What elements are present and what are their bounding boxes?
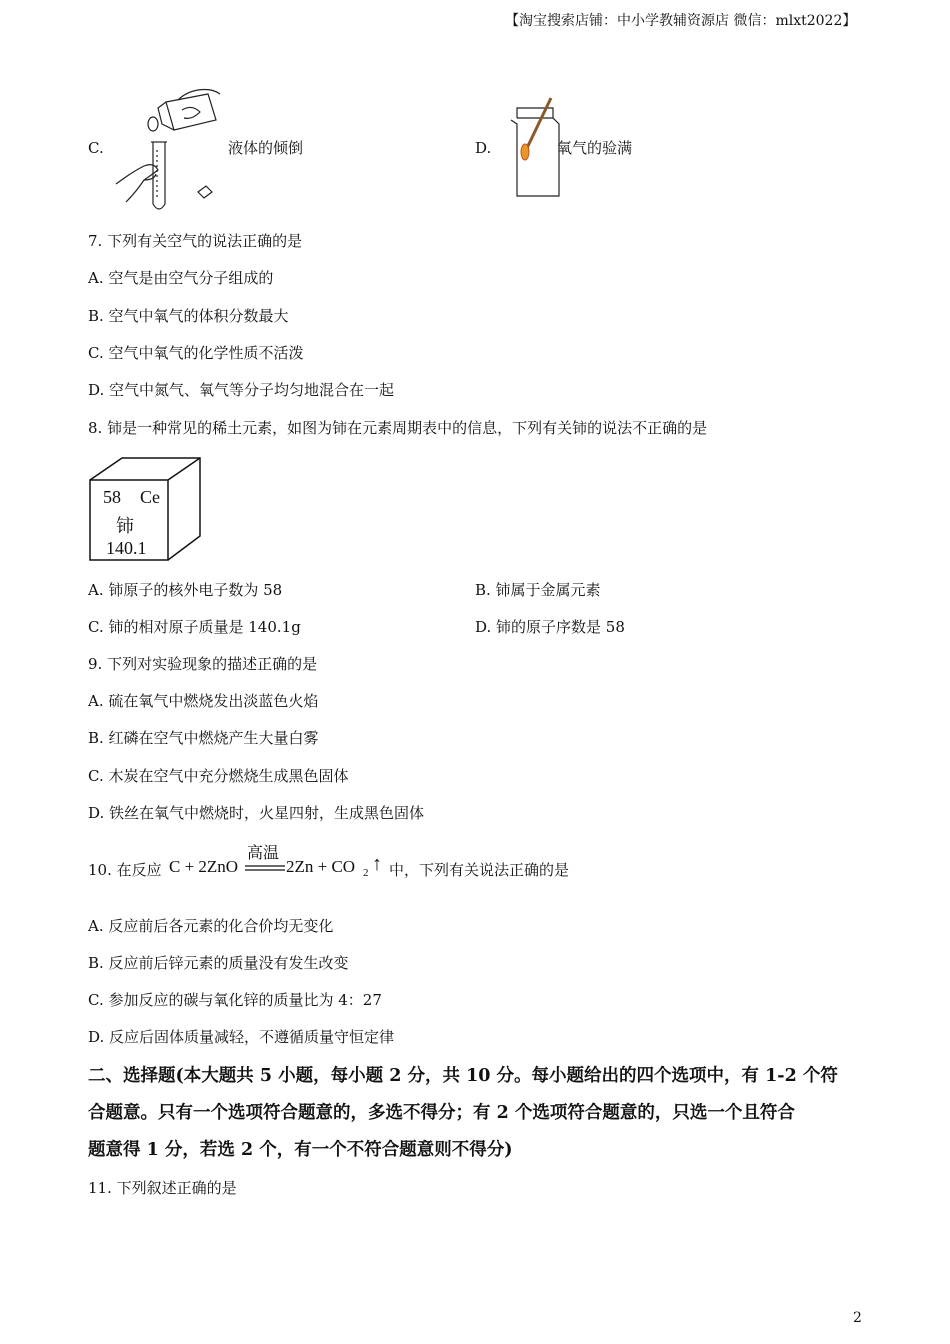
equation-products: 2Zn + CO xyxy=(286,857,356,876)
section2-heading-line3: 题意得 1 分，若选 2 个，有一个不符合题意则不得分) xyxy=(88,1140,513,1160)
element-atomic-number: 58 xyxy=(103,487,121,507)
q7-option-d: D. 空气中氮气、氧气等分子均匀地混合在一起 xyxy=(88,381,395,399)
q9-option-a: A. 硫在氧气中燃烧发出淡蓝色火焰 xyxy=(88,692,319,710)
q9-stem: 9. 下列对实验现象的描述正确的是 xyxy=(88,655,318,673)
q8-option-b: B. 铈属于金属元素 xyxy=(475,581,601,599)
element-name: 铈 xyxy=(116,516,134,536)
q7-option-c: C. 空气中氧气的化学性质不活泼 xyxy=(88,344,304,362)
q6-option-c-label: C. xyxy=(88,139,104,157)
q8-option-c: C. 铈的相对原子质量是 140.1g xyxy=(88,618,301,636)
q10-prefix: 10. 在反应 xyxy=(88,861,162,879)
element-symbol: Ce xyxy=(140,487,160,507)
q8-stem: 8. 铈是一种常见的稀土元素，如图为铈在元素周期表中的信息，下列有关铈的说法不正确的是 xyxy=(88,419,708,437)
q10-option-a: A. 反应前后各元素的化合价均无变化 xyxy=(88,917,334,935)
q7-stem: 7. 下列有关空气的说法正确的是 xyxy=(88,232,303,250)
q9-option-d: D. 铁丝在氧气中燃烧时，火星四射，生成黑色固体 xyxy=(88,804,425,822)
q10-option-c: C. 参加反应的碳与氧化锌的质量比为 4：27 xyxy=(88,991,382,1009)
q10-option-b: B. 反应前后锌元素的质量没有发生改变 xyxy=(88,954,349,972)
equation-subscript: 2 xyxy=(363,867,369,879)
q10-option-d: D. 反应后固体质量减轻，不遵循质量守恒定律 xyxy=(88,1028,395,1046)
equation-condition: 高温 xyxy=(247,845,280,862)
q6-option-c-caption: 液体的倾倒 xyxy=(228,139,304,157)
q8-option-a: A. 铈原子的核外电子数为 58 xyxy=(88,581,283,599)
liquid-pouring-illustration xyxy=(108,80,228,220)
q7-option-b: B. 空气中氧气的体积分数最大 xyxy=(88,307,289,325)
q8-option-d: D. 铈的原子序数是 58 xyxy=(475,618,625,636)
q10-suffix: 中，下列有关说法正确的是 xyxy=(389,861,570,879)
q9-option-b: B. 红磷在空气中燃烧产生大量白雾 xyxy=(88,729,319,747)
gas-arrow-icon: ↑ xyxy=(372,853,382,875)
q9-option-c: C. 木炭在空气中充分燃烧生成黑色固体 xyxy=(88,767,349,785)
section2-heading-line2: 合题意。只有一个选项符合题意的，多选不得分；有 2 个选项符合题意的，只选一个且符合 xyxy=(88,1103,795,1123)
page-number: 2 xyxy=(853,1310,862,1326)
q7-option-a: A. 空气是由空气分子组成的 xyxy=(88,269,274,287)
equation-equals-sign xyxy=(245,864,285,872)
page-header: 【淘宝搜索店铺：中小学教辅资源店 微信：mlxt2022】 xyxy=(505,13,857,29)
q6-option-d-label: D. xyxy=(475,139,492,157)
element-atomic-mass: 140.1 xyxy=(106,538,147,558)
q6-option-d-caption: 氧气的验满 xyxy=(557,139,633,157)
section2-heading-line1: 二、选择题(本大题共 5 小题，每小题 2 分，共 10 分。每小题给出的四个选项中，有 1-2 个符 xyxy=(88,1066,838,1086)
q11-stem: 11. 下列叙述正确的是 xyxy=(88,1179,237,1197)
equation-reactants: C + 2ZnO xyxy=(169,857,239,876)
